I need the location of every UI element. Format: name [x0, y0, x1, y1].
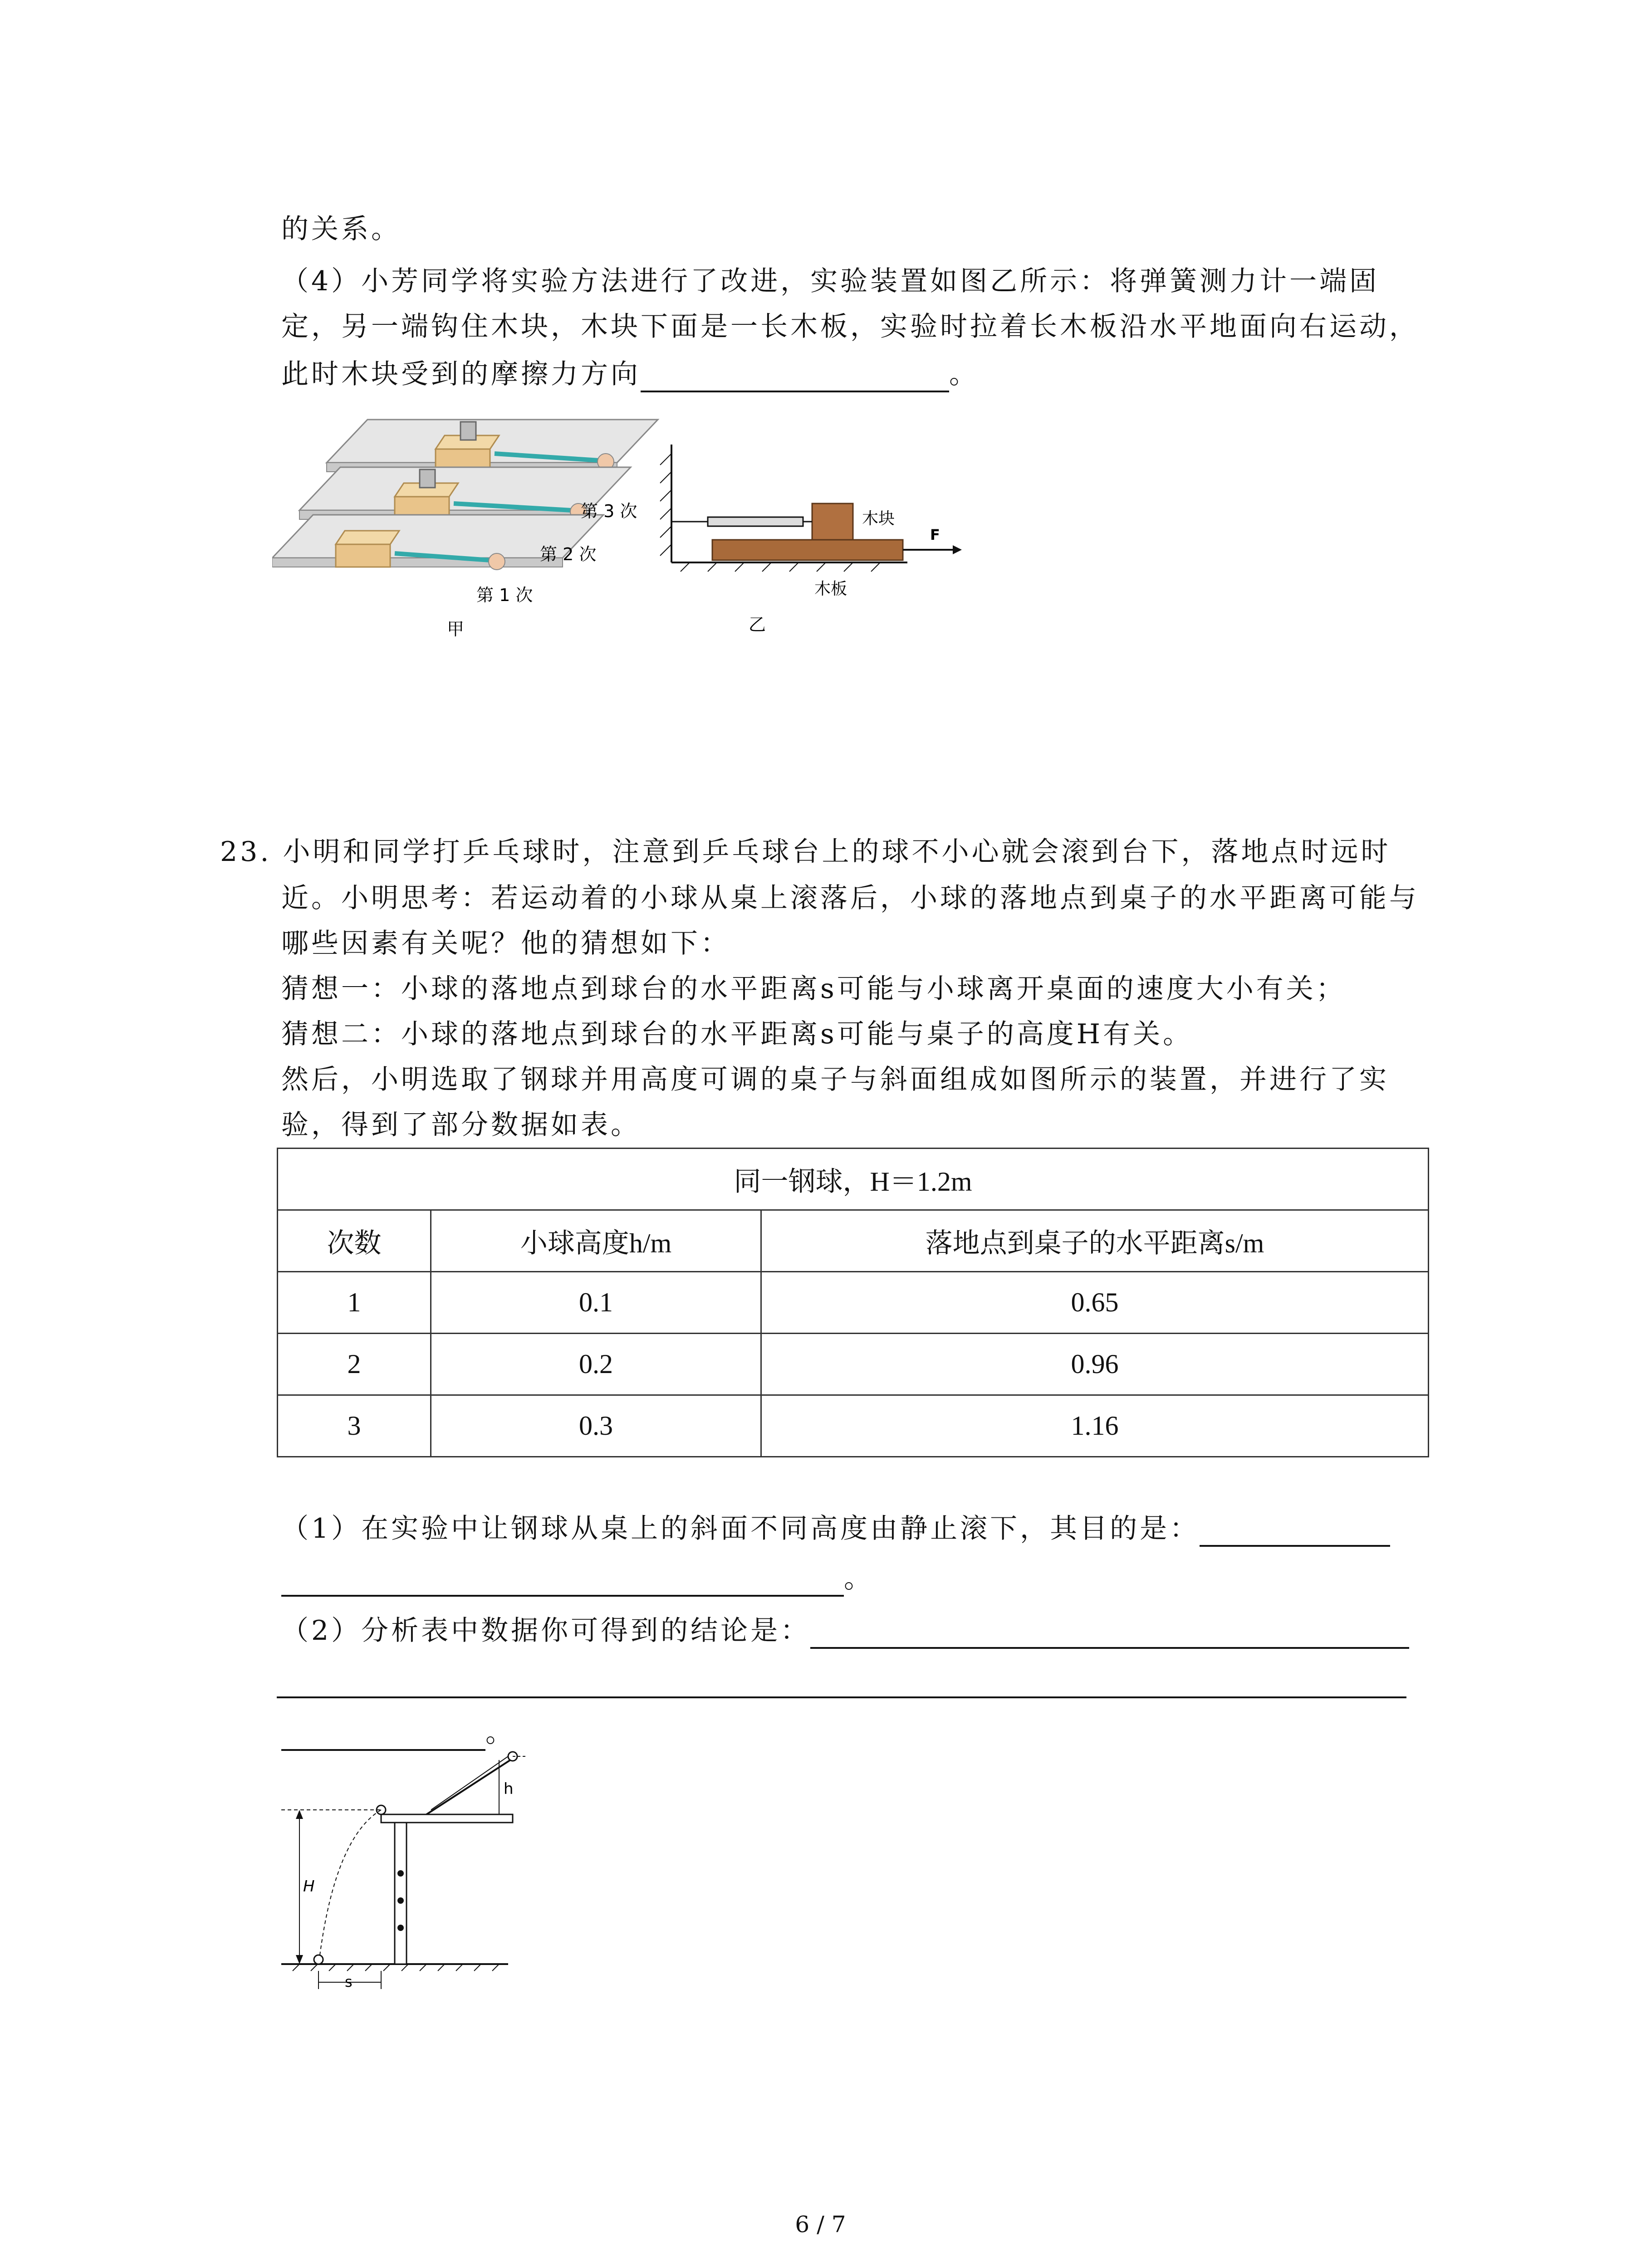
figure-ramp-table — [272, 1746, 526, 2000]
long-board — [712, 540, 903, 560]
q22-answer-blank[interactable] — [641, 362, 949, 392]
q23-part1-period: 。 — [844, 1563, 874, 1594]
q22-continuation-line: 的关系。 — [281, 213, 401, 245]
h-label: h — [504, 1780, 514, 1798]
figure-yi — [653, 440, 971, 644]
cell: 0.96 — [761, 1334, 1429, 1395]
cell: 3 — [278, 1395, 431, 1457]
cell: 0.3 — [431, 1395, 761, 1457]
q23-part1-blank-a[interactable] — [1200, 1516, 1390, 1547]
cell: 2 — [278, 1334, 431, 1395]
table-row — [278, 1395, 1429, 1457]
board-label: 木板 — [814, 580, 847, 598]
trial2-label: 第 2 次 — [540, 544, 597, 564]
q22-part4-line1: （4）小芳同学将实验方法进行了改进，实验装置如图乙所示：将弹簧测力计一端固 — [281, 265, 1380, 297]
table-caption-row — [278, 1149, 1429, 1210]
cell: 1 — [278, 1272, 431, 1334]
q23-line3: 哪些因素有关呢？他的猜想如下： — [281, 928, 730, 959]
board-trial3 — [327, 420, 658, 472]
ball-landing — [314, 1955, 323, 1964]
table-header-row — [278, 1210, 1429, 1272]
spring-scale — [708, 517, 803, 526]
trajectory — [320, 1810, 381, 1955]
q23-guess1: 猜想一：小球的落地点到球台的水平距离s可能与小球离开桌面的速度大小有关； — [281, 973, 1346, 1005]
table-row — [278, 1272, 1429, 1334]
table-row — [278, 1334, 1429, 1395]
q22-period: 。 — [949, 358, 979, 390]
header-trial: 次数 — [278, 1210, 431, 1272]
force-label: F — [930, 526, 940, 543]
s-label: s — [345, 1973, 353, 1990]
cell: 1.16 — [761, 1395, 1429, 1457]
table-top — [381, 1814, 513, 1823]
cell: 0.1 — [431, 1272, 761, 1334]
q23-part2 — [281, 1613, 1409, 1649]
q23-line2: 近。小明思考：若运动着的小球从桌上滚落后，小球的落地点到桌子的水平距离可能与 — [281, 882, 1419, 914]
header-distance: 落地点到桌子的水平距离s/m — [761, 1210, 1429, 1272]
q23-part1-cont — [281, 1560, 874, 1597]
q23-part2-text: （2）分析表中数据你可得到的结论是： — [281, 1615, 811, 1647]
figure-jia — [272, 408, 662, 644]
q23-part2-blank-b[interactable] — [277, 1696, 1406, 1698]
q22-part4-line3-text: 此时木块受到的摩擦力方向 — [281, 358, 641, 390]
ramp — [426, 1760, 510, 1814]
q23-line1: 23. 小明和同学打乒乓球时，注意到乒乓球台上的球不小心就会滚到台下，落地点时远时 — [220, 836, 1391, 868]
q23-line6: 然后，小明选取了钢球并用高度可调的桌子与斜面组成如图所示的装置，并进行了实 — [281, 1064, 1389, 1095]
block-label: 木块 — [862, 509, 895, 528]
q23-part2-period: 。 — [485, 1717, 515, 1749]
q23-part1-text: （1）在实验中让钢球从桌上的斜面不同高度由静止滚下，其目的是： — [281, 1513, 1200, 1545]
table-caption: 同一钢球，H＝1.2m — [278, 1149, 1429, 1210]
figure-yi-label: 乙 — [749, 615, 766, 635]
figure-jia-label: 甲 — [447, 619, 465, 639]
q23-line7: 验，得到了部分数据如表。 — [281, 1109, 641, 1141]
wood-block — [812, 503, 853, 540]
H-label: H — [303, 1877, 315, 1896]
q22-part4-line3 — [281, 356, 979, 392]
cell: 0.2 — [431, 1334, 761, 1395]
q23-guess2: 猜想二：小球的落地点到球台的水平距离s可能与桌子的高度H有关。 — [281, 1018, 1193, 1050]
q22-part4-line2: 定，另一端钩住木块，木块下面是一长木板，实验时拉着长木板沿水平地面向右运动， — [281, 311, 1419, 342]
data-table — [277, 1148, 1429, 1457]
cell: 0.65 — [761, 1272, 1429, 1334]
q23-part1 — [281, 1510, 1390, 1547]
trial3-label: 第 3 次 — [581, 501, 637, 521]
q23-part2-cont — [281, 1715, 515, 1751]
header-ball-height: 小球高度h/m — [431, 1210, 761, 1272]
page-number: 6 / 7 — [795, 2211, 846, 2238]
trial1-label: 第 1 次 — [476, 585, 533, 605]
q23-part1-blank-b[interactable] — [281, 1566, 844, 1597]
table-leg — [395, 1823, 407, 1964]
q23-part2-blank-a[interactable] — [810, 1618, 1409, 1649]
